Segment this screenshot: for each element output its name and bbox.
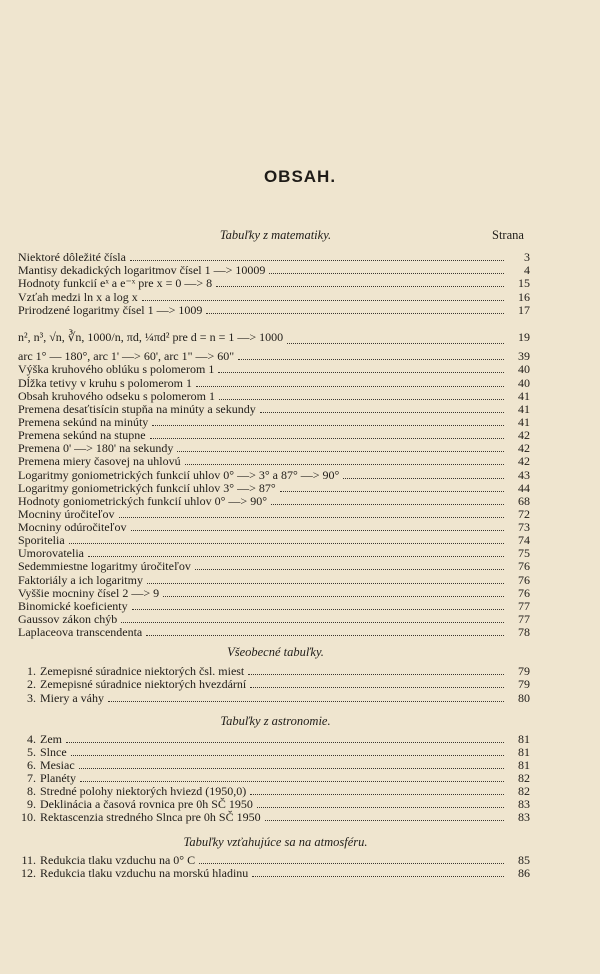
entry-page-number: 82 <box>518 784 530 798</box>
dot-leader <box>146 626 504 636</box>
dot-leader <box>69 534 504 544</box>
toc-entry[interactable] <box>18 534 530 547</box>
entry-label: Hodnoty funkcií eˣ a e⁻ˣ pre x = 0 —> 8 <box>18 276 213 290</box>
entry-number: 5. <box>27 745 36 759</box>
entry-label: Laplaceova transcendenta <box>18 625 143 639</box>
entry-label: Redukcia tlaku vzduchu na morskú hladinu <box>40 866 249 880</box>
entry-label: Vyššie mocniny čísel 2 —> 9 <box>18 586 160 600</box>
entry-label: Mantisy dekadických logaritmov čísel 1 —> 10009 <box>18 263 266 277</box>
toc-entry[interactable] <box>18 323 530 351</box>
entry-page-number: 41 <box>518 402 530 416</box>
entry-page-number: 42 <box>518 428 530 442</box>
entry-page-number: 39 <box>518 349 530 363</box>
entry-label: Hodnoty goniometrických funkcií uhlov 0° —> 90° <box>18 494 267 508</box>
dot-leader <box>257 798 504 808</box>
section-heading: Tabuľky vzťahujúce sa na atmosféru. <box>183 835 368 849</box>
dot-leader <box>271 495 504 505</box>
dot-leader <box>195 560 504 570</box>
entry-number: 1. <box>27 664 36 678</box>
entry-number: 11. <box>21 853 36 867</box>
toc-entry[interactable] <box>18 746 530 759</box>
dot-leader <box>142 291 504 301</box>
entry-number: 2. <box>27 677 36 691</box>
section-heading: Tabuľky z astronomie. <box>220 714 331 728</box>
entry-label: Vzťah medzi ln x a log x <box>18 290 138 304</box>
entry-label: Rektascenzia stredného Slnca pre 0h SČ 1950 <box>40 810 261 824</box>
entry-page-number: 85 <box>518 853 530 867</box>
entry-label: Sporitelia <box>18 533 65 547</box>
dot-leader <box>163 587 504 597</box>
entry-page-number: 41 <box>518 389 530 403</box>
entry-page-number: 81 <box>518 745 530 759</box>
entry-label: Logaritmy goniometrických funkcií uhlov 0° —> 3° a 87° —> 90° <box>18 468 340 482</box>
entry-page-number: 79 <box>518 664 530 678</box>
dot-leader <box>130 251 504 261</box>
dot-leader <box>238 350 504 360</box>
entry-label: Zemepisné súradnice niektorých čsl. miest <box>40 664 245 678</box>
entry-page-number: 77 <box>518 612 530 626</box>
entry-label: Premena miery časovej na uhlovú <box>18 454 181 468</box>
toc-entry[interactable] <box>18 811 530 824</box>
dot-leader <box>147 574 504 584</box>
entry-page-number: 72 <box>518 507 530 521</box>
entry-label: Mocniny odúročiteľov <box>18 520 127 534</box>
entry-page-number: 42 <box>518 441 530 455</box>
toc-entry[interactable] <box>18 455 530 468</box>
entry-label: Obsah kruhového odseku s polomerom 1 <box>18 389 215 403</box>
dot-leader <box>66 733 504 743</box>
entry-page-number: 79 <box>518 677 530 691</box>
page-title: OBSAH. <box>263 167 337 186</box>
entry-page-number: 82 <box>518 771 530 785</box>
dot-leader <box>196 377 504 387</box>
entry-number: 4. <box>27 732 36 746</box>
dot-leader <box>132 600 504 610</box>
dot-leader <box>280 482 504 492</box>
entry-page-number: 40 <box>518 362 530 376</box>
entry-page-number: 16 <box>518 290 530 304</box>
entry-label: Miery a váhy <box>40 691 104 705</box>
entry-number: 7. <box>27 771 36 785</box>
entry-label: Faktoriály a ich logaritmy <box>18 573 143 587</box>
entry-label: Stredné polohy niektorých hviezd (1950,0) <box>40 784 247 798</box>
entry-label: Mocniny úročiteľov <box>18 507 115 521</box>
toc-entry[interactable] <box>18 759 530 772</box>
entry-label: Premena 0' —> 180' na sekundy <box>18 441 174 455</box>
entry-label: Logaritmy goniometrických funkcií uhlov 3° —> 87° <box>18 481 276 495</box>
entry-label: Premena sekúnd na minúty <box>18 415 149 429</box>
entry-label: Prirodzené logaritmy čísel 1 —> 1009 <box>18 303 203 317</box>
entry-label: Niektoré dôležité čísla <box>18 250 126 264</box>
entry-label: Premena sekúnd na stupne <box>18 428 146 442</box>
dot-leader <box>287 323 504 344</box>
entry-label: Výška kruhového oblúku s polomerom 1 <box>18 362 215 376</box>
entry-page-number: 76 <box>518 573 530 587</box>
entry-page-number: 86 <box>518 866 530 880</box>
dot-leader <box>131 521 504 531</box>
entry-page-number: 4 <box>524 263 530 277</box>
entry-page-number: 74 <box>518 533 530 547</box>
toc-entry[interactable] <box>18 867 530 880</box>
dot-leader <box>88 547 504 557</box>
entry-number: 3. <box>27 691 36 705</box>
entry-page-number: 19 <box>518 330 530 344</box>
dot-leader <box>250 678 504 688</box>
entry-number: 6. <box>27 758 36 772</box>
entry-number: 9. <box>27 797 36 811</box>
entry-page-number: 83 <box>518 797 530 811</box>
dot-leader <box>108 692 504 702</box>
dot-leader <box>216 277 504 287</box>
dot-leader <box>252 867 504 877</box>
dot-leader <box>248 665 504 675</box>
entry-label: Zemepisné súradnice niektorých hvezdární <box>40 677 247 691</box>
dot-leader <box>152 416 504 426</box>
dot-leader <box>185 455 504 465</box>
entry-page-number: 75 <box>518 546 530 560</box>
entry-number: 12. <box>21 866 36 880</box>
entry-number: 8. <box>27 784 36 798</box>
section-heading: Všeobecné tabuľky. <box>227 645 324 659</box>
entry-page-number: 81 <box>518 758 530 772</box>
entry-number: 10. <box>21 810 36 824</box>
entry-page-number: 44 <box>518 481 530 495</box>
entry-label: Slnce <box>40 745 67 759</box>
entry-page-number: 68 <box>518 494 530 508</box>
dot-leader <box>206 304 504 314</box>
section-heading: Tabuľky z matematiky. <box>219 228 332 242</box>
dot-leader <box>177 442 504 452</box>
dot-leader <box>119 508 504 518</box>
entry-page-number: 77 <box>518 599 530 613</box>
dot-leader <box>79 759 504 769</box>
dot-leader <box>250 785 504 795</box>
dot-leader <box>219 390 504 400</box>
entry-label: Redukcia tlaku vzduchu na 0° C <box>40 853 196 867</box>
entry-label: Dĺžka tetivy v kruhu s polomerom 1 <box>18 376 192 390</box>
page-column-header: Strana <box>492 228 524 242</box>
dot-leader <box>150 429 504 439</box>
toc-entry[interactable] <box>18 277 530 290</box>
entry-page-number: 15 <box>518 276 530 290</box>
entry-page-number: 80 <box>518 691 530 705</box>
dot-leader <box>199 854 504 864</box>
dot-leader <box>343 469 504 479</box>
entry-label: Gaussov zákon chýb <box>18 612 118 626</box>
entry-page-number: 76 <box>518 559 530 573</box>
toc-entry[interactable] <box>18 678 530 691</box>
entry-label: Binomické koeficienty <box>18 599 128 613</box>
toc-entry[interactable] <box>18 363 530 376</box>
toc-entry[interactable] <box>18 626 530 639</box>
entry-page-number: 81 <box>518 732 530 746</box>
entry-label: Premena desaťtisícin stupňa na minúty a sekundy <box>18 402 256 416</box>
entry-label: arc 1° — 180°, arc 1' —> 60', arc 1" —> 60" <box>18 349 235 363</box>
entry-page-number: 17 <box>518 303 530 317</box>
dot-leader <box>218 363 504 373</box>
toc-entry[interactable] <box>18 521 530 534</box>
entry-label: Mesiac <box>40 758 75 772</box>
dot-leader <box>80 772 504 782</box>
dot-leader <box>260 403 504 413</box>
entry-label: Umorovatelia <box>18 546 84 560</box>
toc-entry[interactable] <box>18 692 530 705</box>
entry-page-number: 76 <box>518 586 530 600</box>
toc-entry[interactable] <box>18 304 530 317</box>
entry-label: Zem <box>40 732 62 746</box>
entry-page-number: 73 <box>518 520 530 534</box>
entry-label: Sedemmiestne logaritmy úročiteľov <box>18 559 191 573</box>
entry-label: Deklinácia a časová rovnica pre 0h SČ 1950 <box>40 797 253 811</box>
entry-page-number: 3 <box>524 250 530 264</box>
entry-page-number: 41 <box>518 415 530 429</box>
entry-page-number: 43 <box>518 468 530 482</box>
dot-leader <box>121 613 504 623</box>
entry-page-number: 83 <box>518 810 530 824</box>
entry-page-number: 42 <box>518 454 530 468</box>
dot-leader <box>265 811 504 821</box>
dot-leader <box>269 264 504 274</box>
entry-page-number: 40 <box>518 376 530 390</box>
dot-leader <box>71 746 504 756</box>
toc-entry[interactable] <box>18 733 530 746</box>
entry-label: Planéty <box>40 771 76 785</box>
toc-entry[interactable] <box>18 560 530 573</box>
entry-page-number: 78 <box>518 625 530 639</box>
entry-label: n², n³, √n, ∛n, 1000/n, πd, ¼πd² pre d = n = 1 —> 1000 <box>18 330 284 344</box>
